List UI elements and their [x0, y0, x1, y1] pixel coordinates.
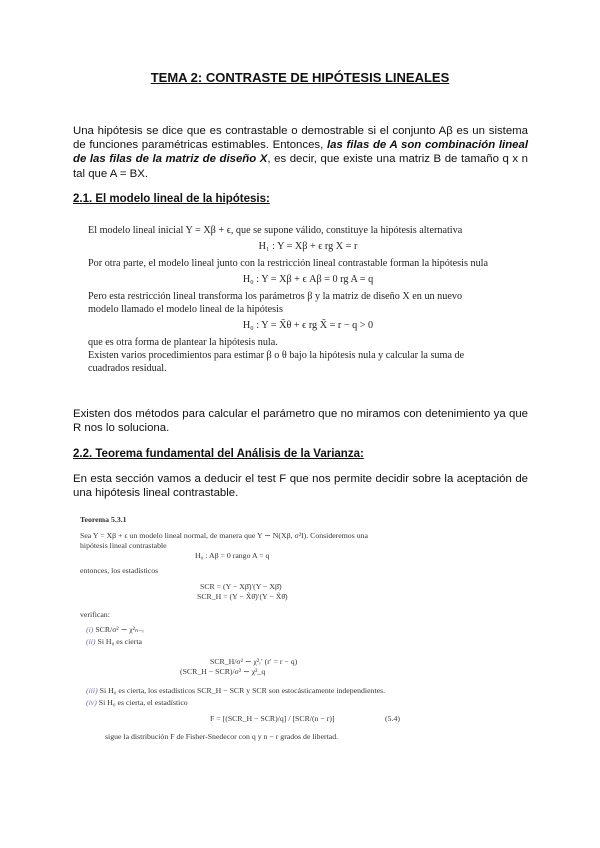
- scan1-line-1: El modelo lineal inicial Y = Xβ + ϵ, que se supone válido, constituye la hipótesis alternativa: [88, 225, 463, 236]
- item-i-number: (i): [86, 625, 94, 634]
- intro-emphasis: las filas de A son combinación lineal de las filas de la matriz de diseño X: [73, 139, 528, 166]
- intro-text-1: Una hipótesis se dice que es contrastable o demostrable si el conjunto Aβ es un sistema de funciones paramétricas estimables. Entonces,: [73, 125, 528, 152]
- scan1-equation-3: H₀ : Y = X̃θ + ϵ rg X̃ = r − q > 0: [242, 320, 374, 331]
- section-2-paragraph: En esta sección vamos a deducir el test F que nos permite decidir sobre la aceptación de una hipótesis lineal contrastable.: [73, 473, 528, 500]
- theorem-title: Teorema 5.3.1: [80, 515, 127, 524]
- scan2-line-2: hipótesis lineal contrastable: [80, 541, 167, 550]
- scan2-line-1: Sea Y = Xβ + ϵ un modelo lineal normal, de manera que Y ∼ N(Xβ, σ²I). Consideremos una: [80, 531, 368, 540]
- scan2-equation-2: SCR = (Y − Xβ̂)′(Y − Xβ̂): [200, 582, 282, 591]
- scan2-equation-1: H₀ : Aβ = 0 rango A = q: [195, 551, 270, 560]
- scanned-excerpt-2: [80, 515, 520, 742]
- item-ii-number: (ii): [86, 637, 96, 646]
- scan1-line-6: Existen varios procedimientos para estimar β o θ bajo la hipótesis nula y calcular la suma de: [88, 350, 465, 361]
- scan2-line-3: entonces, los estadísticos: [80, 566, 159, 575]
- scan1-line-2: Por otra parte, el modelo lineal junto con la restricción lineal contrastable forman la hipótesis nula: [88, 258, 489, 269]
- section-2-heading: 2.2. Teorema fundamental del Análisis de la Varianza:: [73, 448, 364, 460]
- item-iii-number: (iii): [86, 686, 98, 695]
- scan2-equation-5: (SCR_H − SCR)/σ² ∼ χ²_q: [180, 667, 266, 676]
- item-i: [80, 625, 520, 635]
- intro-paragraph: [73, 124, 528, 181]
- item-iii-text: Si H₀ es cierta, los estadísticos SCR_H − SCR y SCR son estocásticamente independientes.: [99, 686, 386, 695]
- scan2-equation-3: SCR_H = (Y − X̃θ̂)′(Y − X̃θ̂): [197, 592, 288, 601]
- scan1-equation-1: H₁ : Y = Xβ + ϵ rg X = r: [258, 241, 358, 252]
- scan1-line-5: que es otra forma de plantear la hipótesis nula.: [88, 337, 278, 348]
- item-iv-text: Si H₀ es cierta, el estadístico: [98, 698, 188, 707]
- item-iii: [80, 686, 520, 696]
- item-ii: [80, 637, 520, 647]
- scan2-equation-4: SCR_H/σ² ∼ χ²ᵣ′ (r′ = r − q): [210, 657, 298, 666]
- scan2-equation-6: [80, 714, 520, 724]
- f-statistic: F = [(SCR_H − SCR)/q] / [SCR/(n − r)]: [210, 714, 335, 723]
- scan1-line-7: cuadrados residual.: [88, 363, 167, 374]
- scanned-excerpt-1: [88, 224, 528, 375]
- item-iv-number: (iv): [86, 698, 97, 707]
- scan2-line-5: sigue la distribución F de Fisher-Snedecor con q y n − r grados de libertad.: [105, 732, 339, 741]
- item-iv: [80, 698, 520, 708]
- scan1-line-3: Pero esta restricción lineal transforma los parámetros β y la matriz de diseño X en un nuevo: [88, 291, 463, 302]
- scan1-equation-2: H₀ : Y = Xβ + ϵ Aβ = 0 rg A = q: [242, 274, 374, 285]
- item-i-text: SCR/σ² ∼ χ²ₙ₋ᵣ: [95, 625, 144, 634]
- intro-text-2: , es decir, que existe una matriz B de tamaño q x n tal que A = BX.: [73, 153, 528, 180]
- page-title: TEMA 2: CONTRASTE DE HIPÓTESIS LINEALES: [150, 70, 450, 85]
- section-1-heading: 2.1. El modelo lineal de la hipótesis:: [73, 193, 270, 205]
- scan1-line-4: modelo llamado el modelo lineal de la hipótesis: [88, 304, 283, 315]
- methods-paragraph: Existen dos métodos para calcular el parámetro que no miramos con detenimiento ya que R nos lo soluciona.: [73, 408, 528, 435]
- item-ii-text: Si H₀ es cierta: [97, 637, 142, 646]
- equation-label: (5.4): [385, 714, 400, 723]
- scan2-line-4: verifican:: [80, 610, 110, 619]
